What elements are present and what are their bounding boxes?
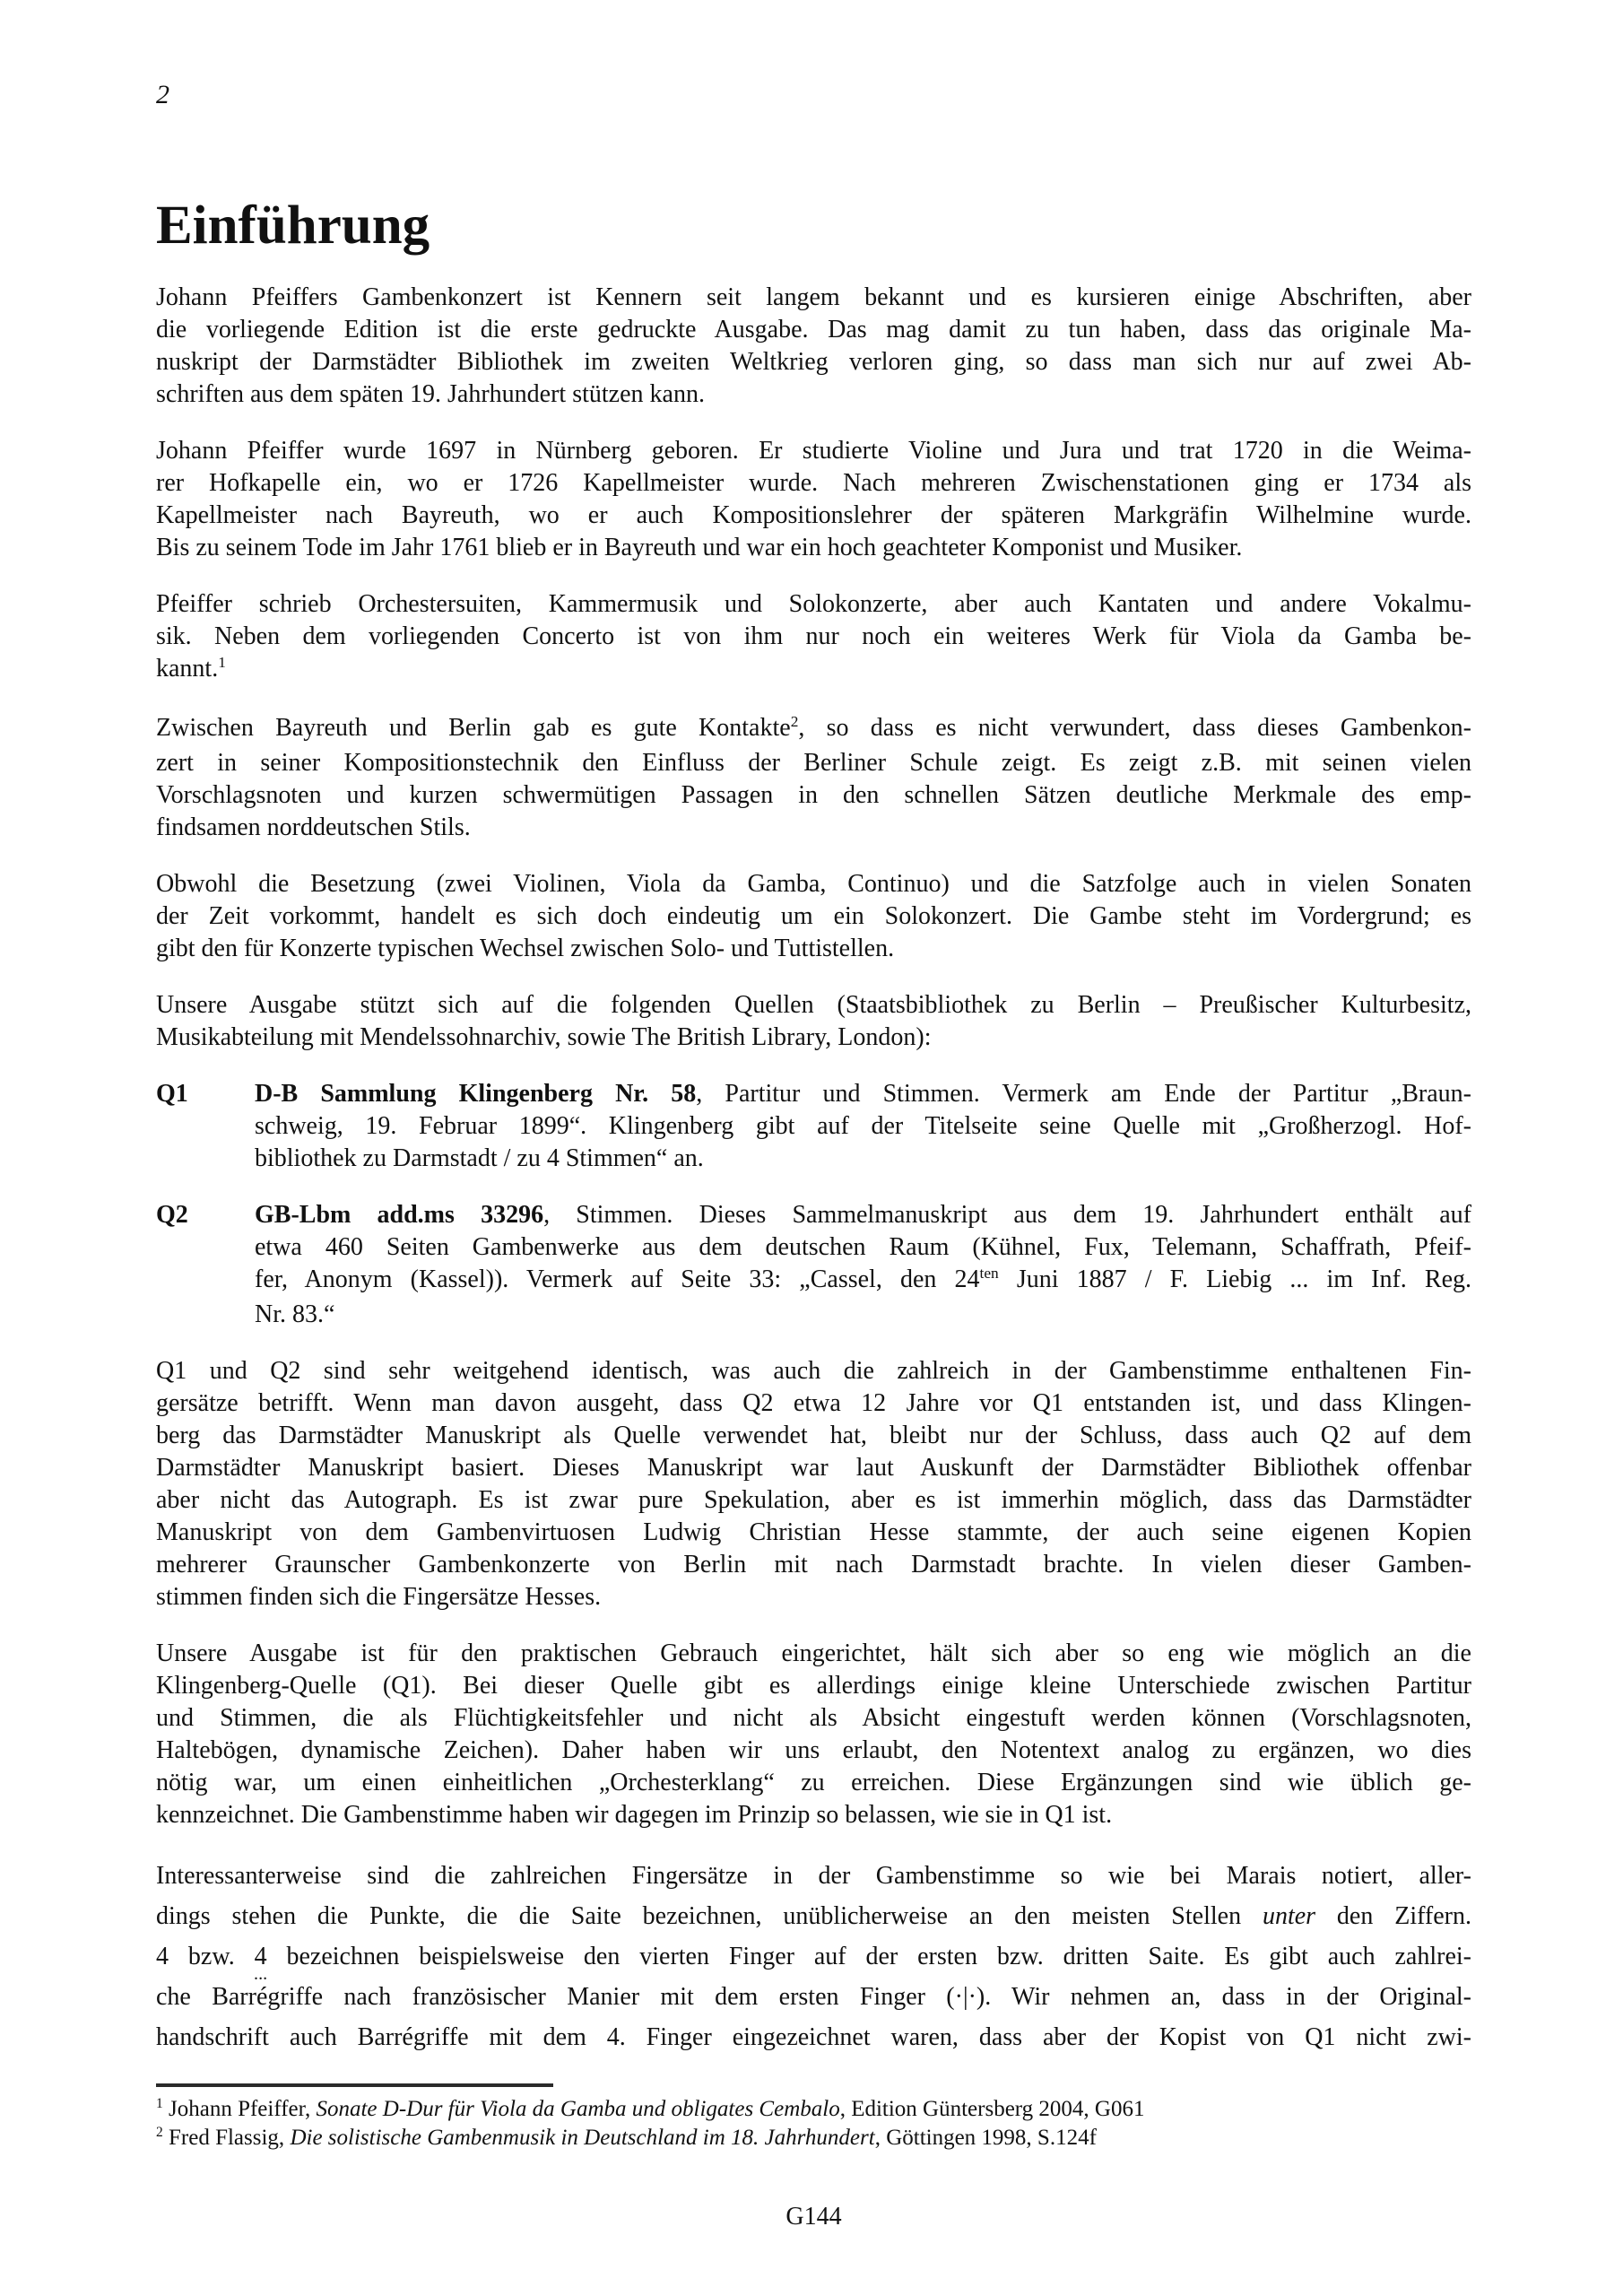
text-segment: Johann Pfeiffers Gambenkonzert ist Kennern seit langem bekannt und es kursieren einige Abschriften, aber: [156, 283, 1471, 311]
text-segment: Vorschlagsnoten und kurzen schwermütigen Passagen in den schnellen Sätzen deutliche Merkmale des emp-: [156, 781, 1471, 809]
text-line: [156, 378, 1471, 411]
text-segment: kennzeichnet. Die Gambenstimme haben wir dagegen im Prinzip so belassen, wie sie in Q1 ist.: [156, 1801, 1113, 1829]
text-segment: , Partitur und Stimmen. Vermerk am Ende der Partitur „Braun-: [696, 1080, 1472, 1108]
text-segment: Manuskript von dem Gambenvirtuosen Ludwig Christian Hesse stammte, der auch seine eigenen Kopien: [156, 1518, 1471, 1546]
text-line: [156, 1896, 1471, 1936]
text-segment: schweig, 19. Februar 1899“. Klingenberg gibt auf der Titelseite seine Quelle mit „Großherzogl. Hof-: [255, 1112, 1471, 1140]
text-segment: Unsere Ausgabe stützt sich auf die folgenden Quellen (Staatsbibliothek zu Berlin – Preußischer Kulturbesitz,: [156, 991, 1471, 1019]
source-label: Q2: [156, 1201, 188, 1229]
text-line: [156, 989, 1471, 1022]
text-segment: berg das Darmstädter Manuskript als Quelle verwendet hat, bleibt nur der Schluss, dass auch Q2 auf dem: [156, 1422, 1471, 1449]
text-segment: nuskript der Darmstädter Bibliothek im zweiten Weltkrieg verloren ging, so dass man sich nur auf zwei Ab-: [156, 348, 1471, 376]
source-text: [255, 1078, 1471, 1175]
text-line: [156, 1355, 1471, 1387]
text-line: [156, 1484, 1471, 1517]
text-line: [255, 1110, 1471, 1143]
page-footer: G144: [785, 2203, 842, 2231]
text-segment: Zwischen Bayreuth und Berlin gab es gute Kontakte: [156, 714, 791, 742]
text-line: [156, 282, 1471, 314]
text-segment: Sonate D-Dur für Viola da Gamba und obligates Cembalo: [316, 2097, 840, 2121]
text-segment: Nr. 83.“: [255, 1300, 335, 1328]
text-segment: handschrift auch Barrégriffe mit dem 4. Finger eingezeichnet waren, dass aber der Kopist von Q1 nicht zwi-: [156, 2023, 1471, 2051]
text-line: [156, 314, 1471, 346]
text-line: [156, 467, 1471, 500]
source-entry-q1: [156, 1078, 1471, 1175]
text-segment: den Ziffern.: [1315, 1902, 1471, 1930]
text-line: [156, 1702, 1471, 1735]
text-line: [156, 1670, 1471, 1702]
text-line: [156, 653, 1471, 688]
paragraph: [156, 1856, 1471, 2057]
text-line: [156, 1767, 1471, 1799]
text-segment: Juni 1887 / F. Liebig ... im Inf. Reg.: [998, 1265, 1471, 1293]
text-line: [156, 1452, 1471, 1484]
text-segment: Q1 und Q2 sind sehr weitgehend identisch, was auch die zahlreich in der Gambenstimme enthaltenen Fin-: [156, 1357, 1471, 1385]
text-segment: D-B Sammlung Klingenberg Nr. 58: [255, 1080, 697, 1108]
text-segment: Obwohl die Besetzung (zwei Violinen, Viola da Gamba, Continuo) und die Satzfolge auch in vielen Sonaten: [156, 870, 1471, 898]
text-segment: gersätze betrifft. Wenn man davon ausgeht, dass Q2 etwa 12 Jahre vor Q1 entstanden ist, und dass Klingen-: [156, 1389, 1471, 1417]
paragraph: [156, 282, 1471, 411]
string-dots-marker: ...: [254, 1964, 268, 1984]
text-line: [156, 900, 1471, 933]
footnote-separator: [156, 2083, 553, 2087]
paragraph: [156, 712, 1471, 844]
text-segment: Haltebögen, dynamische Zeichen). Daher haben wir uns erlaubt, den Notentext analog zu ergänzen, wo dies: [156, 1736, 1471, 1764]
text-segment: , Stimmen. Dieses Sammelmanuskript aus dem 19. Jahrhundert enthält auf: [543, 1201, 1471, 1229]
text-segment: unter: [1262, 1902, 1316, 1930]
text-line: [255, 1264, 1471, 1299]
text-segment: GB-Lbm add.ms 33296: [255, 1201, 544, 1229]
text-segment: , so dass es nicht verwundert, dass dieses Gambenkon-: [798, 714, 1472, 742]
text-line: [156, 1549, 1471, 1581]
footnotes: [156, 2096, 1471, 2153]
superscript: 2: [156, 2125, 163, 2141]
page-title: Einführung: [156, 196, 430, 256]
text-segment: Kapellmeister nach Bayreuth, wo er auch Kompositionslehrer der späteren Markgräfin Wilhelmine wurde.: [156, 501, 1471, 529]
text-segment: bezeichnen beispielsweise den vierten Finger auf der ersten bzw. dritten Saite. Es gibt auch zahlrei-: [266, 1943, 1471, 1970]
superscript: 1: [218, 654, 226, 672]
text-segment: aber nicht das Autograph. Es ist zwar pure Spekulation, aber es ist immerhin möglich, dass das Darmstädter: [156, 1486, 1471, 1514]
text-line: [156, 712, 1471, 747]
source-text: [255, 1199, 1471, 1331]
text-segment: 4 bzw.: [156, 1943, 255, 1970]
text-segment: Klingenberg-Quelle (Q1). Bei dieser Quelle gibt es allerdings einige kleine Unterschiede zwischen Partitur: [156, 1672, 1471, 1700]
text-segment: Bis zu seinem Tode im Jahr 1761 blieb er in Bayreuth und war ein hoch geachteter Komponist und Musiker.: [156, 534, 1243, 561]
text-segment: rer Hofkapelle ein, wo er 1726 Kapellmeister wurde. Nach mehreren Zwischenstationen ging er 1734 als: [156, 469, 1471, 497]
text-line: [255, 1143, 1471, 1175]
text-line: [156, 1977, 1471, 2017]
text-line: [156, 779, 1471, 812]
text-segment: che Barrégriffe nach französischer Manier mit dem ersten Finger (·|·). Wir nehmen an, dass in der Original-: [156, 1983, 1471, 2011]
text-segment: sik. Neben dem vorliegenden Concerto ist von ihm nur noch ein weiteres Werk für Viola da Gamba be-: [156, 622, 1471, 650]
text-line: [156, 435, 1471, 467]
text-segment: und Stimmen, die als Flüchtigkeitsfehler und nicht als Absicht eingestuft werden können (Vorschlagsnoten,: [156, 1704, 1471, 1732]
superscript: 1: [156, 2096, 163, 2112]
text-segment: Darmstädter Manuskript basiert. Dieses Manuskript war laut Auskunft der Darmstädter Bibliothek offenbar: [156, 1454, 1471, 1482]
text-line: [156, 933, 1471, 965]
text-segment: , Göttingen 1998, S.124f: [874, 2126, 1097, 2150]
text-segment: Fred Flassig,: [162, 2126, 291, 2150]
text-segment: zert in seiner Kompositionstechnik den Einfluss der Berliner Schule zeigt. Es zeigt z.B. mit seinen vielen: [156, 749, 1471, 777]
source-entry-q2: [156, 1199, 1471, 1331]
text-line: [156, 1387, 1471, 1420]
text-segment: Interessanterweise sind die zahlreichen Fingersätze in der Gambenstimme so wie bei Marais notiert, aller-: [156, 1862, 1471, 1890]
text-segment: der Zeit vorkommt, handelt es sich doch eindeutig um ein Solokonzert. Die Gambe steht im Vordergrund; es: [156, 902, 1471, 930]
text-line: [156, 1936, 1471, 1984]
text-segment: Musikabteilung mit Mendelssohnarchiv, sowie The British Library, London):: [156, 1023, 932, 1051]
text-line: [156, 346, 1471, 378]
text-line: [255, 1199, 1471, 1231]
text-line: [156, 1581, 1471, 1613]
text-segment: stimmen finden sich die Fingersätze Hesses.: [156, 1583, 602, 1611]
paragraph: [156, 989, 1471, 1054]
text-line: [156, 1735, 1471, 1767]
text-line: [156, 2017, 1471, 2057]
text-line: [255, 1299, 1471, 1331]
text-line: [156, 868, 1471, 900]
text-segment: 4 ...: [254, 1943, 268, 1984]
text-segment: Die solistische Gambenmusik in Deutschland im 18. Jahrhundert: [290, 2126, 875, 2150]
text-segment: schriften aus dem späten 19. Jahrhundert stützen kann.: [156, 380, 705, 408]
text-line: [156, 1856, 1471, 1896]
footnote: [156, 2096, 1471, 2125]
paragraph: [156, 868, 1471, 965]
footnote: [156, 2125, 1471, 2153]
text-segment: Pfeiffer schrieb Orchestersuiten, Kammermusik und Solokonzerte, aber auch Kantaten und andere Vokalmu-: [156, 590, 1471, 618]
superscript: 2: [790, 713, 799, 731]
text-line: [156, 1022, 1471, 1054]
text-segment: findsamen norddeutschen Stils.: [156, 813, 471, 841]
text-segment: Unsere Ausgabe ist für den praktischen Gebrauch eingerichtet, hält sich aber so eng wie möglich an die: [156, 1639, 1471, 1667]
text-segment: fer, Anonym (Kassel)). Vermerk auf Seite 33: „Cassel, den 24: [255, 1265, 980, 1293]
paragraph: [156, 1638, 1471, 1831]
text-line: [156, 1420, 1471, 1452]
text-segment: die vorliegende Edition ist die erste gedruckte Ausgabe. Das mag damit zu tun haben, dass das originale Ma-: [156, 316, 1471, 344]
text-line: [156, 1517, 1471, 1549]
text-line: [156, 747, 1471, 779]
text-segment: , Edition Güntersberg 2004, G061: [839, 2097, 1145, 2121]
text-line: [156, 621, 1471, 653]
text-segment: kannt.: [156, 655, 219, 683]
text-line: [255, 1078, 1471, 1110]
paragraph: [156, 588, 1471, 688]
text-segment: gibt den für Konzerte typischen Wechsel zwischen Solo- und Tuttistellen.: [156, 935, 895, 962]
content: [156, 282, 1471, 2057]
text-line: [156, 500, 1471, 532]
text-segment: bibliothek zu Darmstadt / zu 4 Stimmen“ an.: [255, 1144, 704, 1172]
text-line: [156, 588, 1471, 621]
source-label: Q1: [156, 1080, 188, 1108]
page-number: 2: [156, 80, 169, 109]
text-line: [156, 1799, 1471, 1831]
text-line: [255, 1231, 1471, 1264]
text-segment: Johann Pfeiffer,: [162, 2097, 317, 2121]
text-line: [156, 532, 1471, 564]
text-segment: dings stehen die Punkte, die die Saite bezeichnen, unüblicherweise an den meisten Stellen: [156, 1902, 1263, 1930]
paragraph: [156, 1355, 1471, 1613]
superscript: ten: [979, 1265, 999, 1283]
text-segment: Johann Pfeiffer wurde 1697 in Nürnberg geboren. Er studierte Violine und Jura und trat 1720 in die Weima-: [156, 437, 1471, 465]
text-line: [156, 812, 1471, 844]
text-segment: mehrerer Graunscher Gambenkonzerte von Berlin mit nach Darmstadt brachte. In vielen dieser Gamben-: [156, 1551, 1471, 1578]
text-segment: nötig war, um einen einheitlichen „Orchesterklang“ zu erreichen. Diese Ergänzungen sind wie üblich ge-: [156, 1769, 1471, 1796]
text-segment: etwa 460 Seiten Gambenwerke aus dem deutschen Raum (Kühnel, Fux, Telemann, Schaffrath, Pfeif-: [255, 1233, 1471, 1261]
paragraph: [156, 435, 1471, 564]
text-line: [156, 1638, 1471, 1670]
